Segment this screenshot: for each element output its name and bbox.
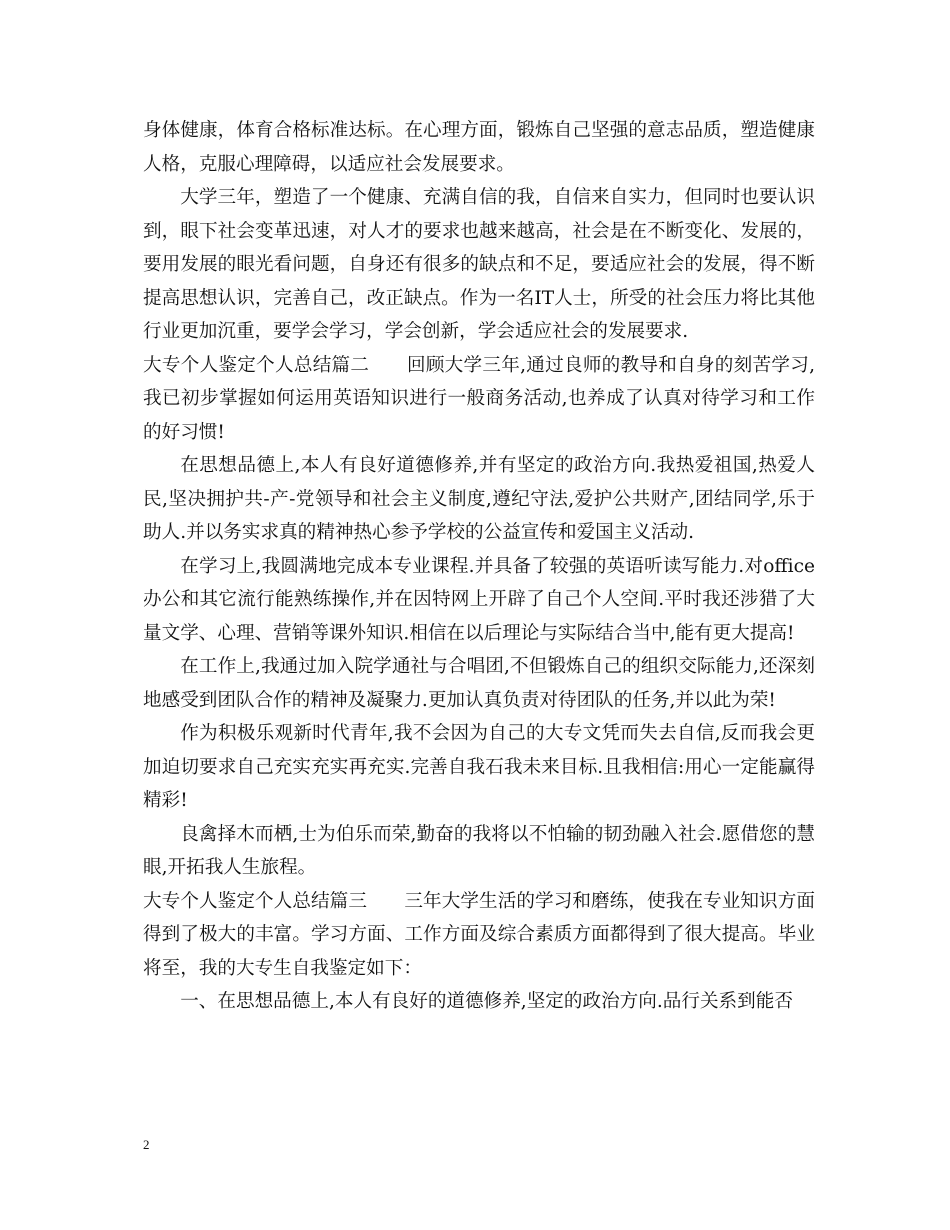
paragraph-6: 在工作上,我通过加入院学通社与合唱团,不但锻炼自己的组织交际能力,还深刻地感受到团队合作的精神及凝聚力.更加认真负责对待团队的任务,并以此为荣!: [143, 656, 815, 711]
paragraph-9: 大专个人鉴定个人总结篇三 三年大学生活的学习和磨练，使我在专业知识方面得到了极大的丰富。学习方面、工作方面及综合素质方面都得到了很大提高。毕业将至，我的大专生自我鉴定如下：: [143, 890, 815, 979]
paragraph-5: 在学习上,我圆满地完成本专业课程.并具备了较强的英语听读写能力.对office办公和其它流行能熟练操作,并在因特网上开辟了自己个人空间.平时我还涉猎了大量文学、心理、营销等课外知识.相信在以后理论与实际结合当中,能有更大提高!: [143, 555, 815, 644]
paragraph-4: 在思想品德上,本人有良好道德修养,并有坚定的政治方向.我热爱祖国,热爱人民,坚决拥护共-产-党领导和社会主义制度,遵纪守法,爱护公共财产,团结同学,乐于助人.并以务实求真的精神热心参予学校的公益宣传和爱国主义活动.: [143, 455, 815, 543]
paragraph-10: 一、在思想品德上,本人有良好的道德修养,坚定的政治方向.品行关系到能否: [180, 991, 793, 1012]
paragraph-1: 身体健康，体育合格标准达标。在心理方面，锻炼自己坚强的意志品质，塑造健康人格，克服心理障碍，以适应社会发展要求。: [143, 120, 815, 175]
paragraph-2: 大学三年，塑造了一个健康、充满自信的我，自信来自实力，但同时也要认识到，眼下社会变革迅速，对人才的要求也越来越高，社会是在不断变化、发展的，要用发展的眼光看问题，自身还有很多的缺点和不足，要适应社会的发展，得不断提高思想认识，完善自己，改正缺点。作为一名IT人士，所受的社会压力将比其他行业更加沉重，要学会学习，学会创新，学会适应社会的发展要求.: [143, 187, 815, 342]
paragraph-8: 良禽择木而栖,士为伯乐而荣,勤奋的我将以不怕输的韧劲融入社会.愿借您的慧眼,开拓我人生旅程。: [143, 823, 815, 878]
page-number: 2: [143, 1137, 150, 1152]
paragraph-7: 作为积极乐观新时代青年,我不会因为自己的大专文凭而失去自信,反而我会更加迫切要求自己充实充实再充实.完善自我石我未来目标.且我相信:用心一定能赢得精彩!: [143, 723, 815, 811]
document-body: [143, 114, 815, 1019]
paragraph-3: 大专个人鉴定个人总结篇二 回顾大学三年,通过良师的教导和自身的刻苦学习,我已初步掌握如何运用英语知识进行一般商务活动,也养成了认真对待学习和工作的好习惯!: [143, 354, 815, 443]
